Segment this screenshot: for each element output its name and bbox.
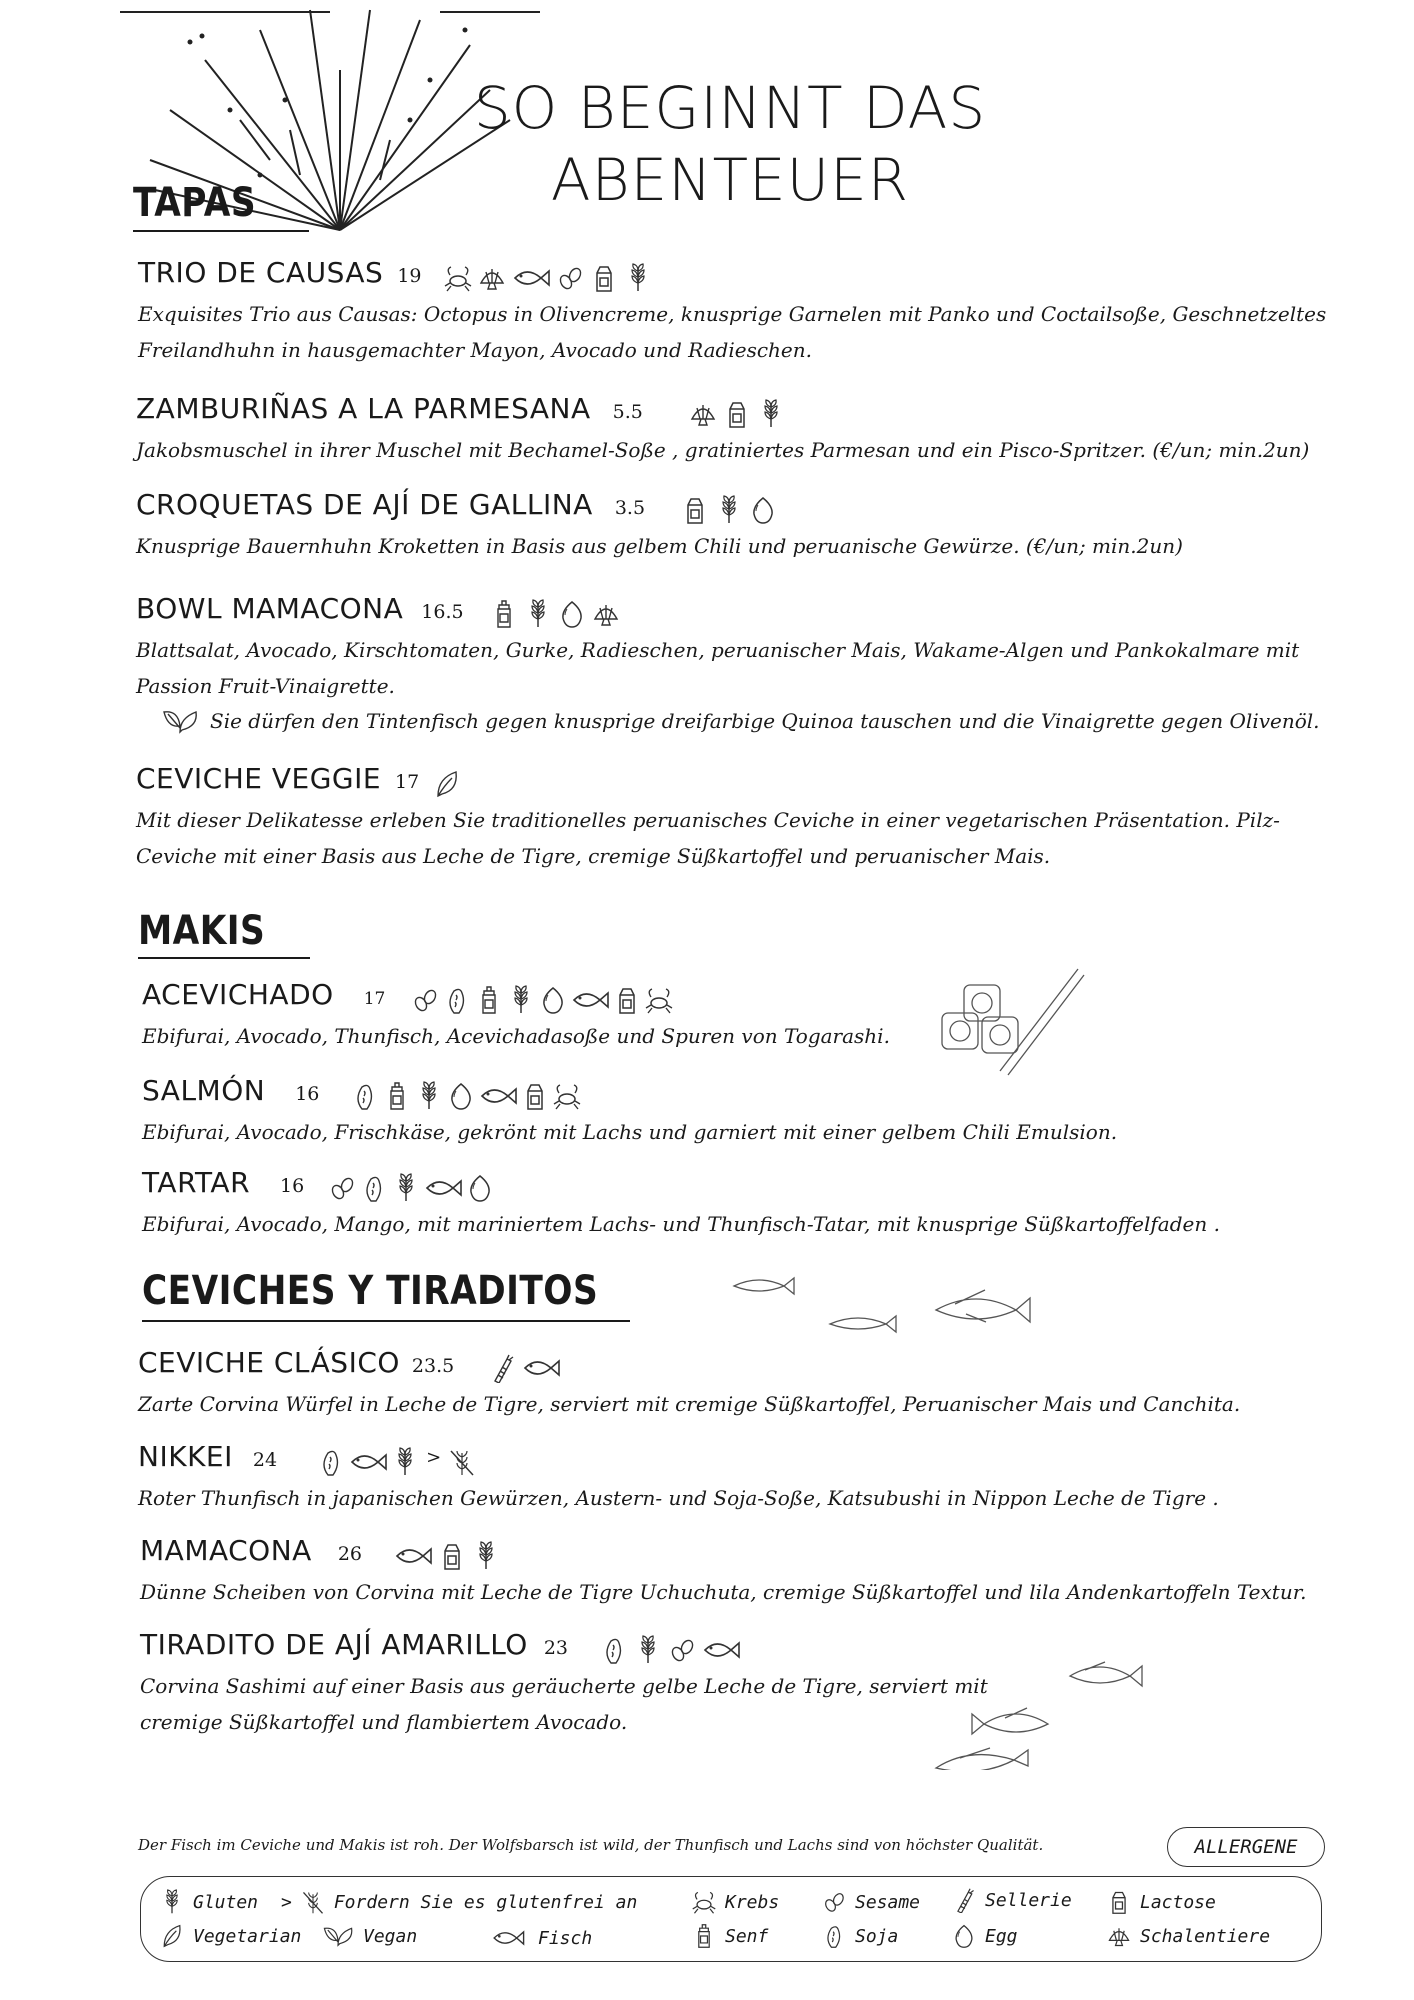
item-name: TRIO DE CAUSAS xyxy=(138,256,384,289)
crab-icon xyxy=(691,1889,717,1915)
legend-label: Egg xyxy=(985,1925,1018,1947)
fish-school-illustration xyxy=(930,1650,1270,1770)
section-title-tapas: TAPAS xyxy=(133,180,257,226)
section-rule xyxy=(133,230,309,232)
wheat-icon xyxy=(623,263,653,293)
item-description: Jakobsmuschel in ihrer Muschel mit Bechamel-Soße , gratiniertes Parmesan und ein Pisco-Spritzer. (€/un; min.2un) xyxy=(136,438,1310,462)
milk-icon xyxy=(1106,1889,1132,1915)
legend-label: Krebs xyxy=(725,1891,780,1913)
item-price: 19 xyxy=(397,265,422,287)
legend-label: Gluten xyxy=(193,1891,259,1913)
item-name: ZAMBURIÑAS A LA PARMESANA xyxy=(136,392,591,425)
wheat-icon xyxy=(390,1447,420,1477)
wheat-icon xyxy=(633,1635,663,1665)
item-description: Zarte Corvina Würfel in Leche de Tigre, serviert mit cremige Süßkartoffel, Peruanischer Mais und Canchita. xyxy=(138,1392,1241,1416)
vegan-icon xyxy=(160,706,200,736)
soy-icon xyxy=(821,1923,847,1949)
egg-icon xyxy=(465,1173,495,1203)
allergen-icons xyxy=(432,769,462,799)
sesame-icon xyxy=(667,1635,697,1665)
fish-icon xyxy=(348,1447,388,1477)
menu-item-salmon xyxy=(142,1074,582,1111)
item-price: 16 xyxy=(280,1175,305,1197)
item-description: Knusprige Bauernhuhn Kroketten in Basis aus gelbem Chili und peruanische Gewürze. (€/un; min.2un) xyxy=(136,534,1183,558)
menu-item-trio xyxy=(138,256,653,293)
milk-icon xyxy=(437,1541,467,1571)
legend-gluten-free xyxy=(281,1889,637,1915)
item-name: TARTAR xyxy=(142,1166,251,1199)
soy-icon xyxy=(316,1447,346,1477)
menu-item-bowl xyxy=(136,592,621,629)
menu-item-croquetas xyxy=(136,488,778,525)
legend-label: Soja xyxy=(855,1925,899,1947)
crab-icon xyxy=(443,263,473,293)
leaf-icon xyxy=(159,1923,185,1949)
legend-vegetarian xyxy=(159,1923,301,1949)
fish-icon xyxy=(521,1353,561,1383)
egg-icon xyxy=(951,1923,977,1949)
sesame-icon xyxy=(821,1889,847,1915)
shell-icon xyxy=(591,599,621,629)
item-description: Exquisites Trio aus Causas: Octopus in Olivencreme, knusprige Garnelen mit Panko und Coctailsoße, Geschnetzeltes Freilandhuhn in hausgemachter Mayon, Avocado und Radieschen. xyxy=(138,302,1327,362)
legend-egg xyxy=(951,1923,1018,1949)
vegan-icon xyxy=(321,1923,355,1949)
crab-icon xyxy=(644,985,674,1015)
legend-label: Vegan xyxy=(363,1925,418,1947)
egg-icon xyxy=(748,495,778,525)
footer-note: Der Fisch im Ceviche und Makis ist roh. Der Wolfsbarsch ist wild, der Thunfisch und Lachs sind von höchster Qualität. xyxy=(138,1836,1044,1854)
legend-sesame xyxy=(821,1889,920,1915)
gluten-free-icon xyxy=(300,1889,326,1915)
item-name: MAMACONA xyxy=(140,1534,312,1567)
item-name: ACEVICHADO xyxy=(142,978,334,1011)
item-price: 16 xyxy=(295,1083,320,1105)
wheat-icon xyxy=(159,1889,185,1915)
fish-icon xyxy=(511,263,551,293)
allergen-icons xyxy=(327,1173,495,1203)
allergen-icons xyxy=(443,263,653,293)
fish-icon xyxy=(423,1173,463,1203)
allergen-icons xyxy=(393,1541,501,1571)
fish-icon xyxy=(701,1635,741,1665)
item-name: SALMÓN xyxy=(142,1074,266,1107)
item-description: Corvina Sashimi auf einer Basis aus geräucherte gelbe Leche de Tigre, serviert mit cremige Süßkartoffel und flambiertem Avocado. xyxy=(140,1674,988,1734)
item-price: 3.5 xyxy=(614,497,646,519)
mustard-icon xyxy=(489,599,519,629)
item-price: 26 xyxy=(337,1543,363,1565)
item-price: 17 xyxy=(395,771,420,793)
section-rule xyxy=(138,957,310,959)
legend-label: Schalentiere xyxy=(1140,1925,1271,1947)
wheat-icon xyxy=(391,1173,421,1203)
item-price: 23 xyxy=(543,1637,569,1659)
legend-label: Lactose xyxy=(1140,1891,1216,1913)
section-title-makis: MAKIS xyxy=(138,908,266,954)
item-description: Ebifurai, Avocado, Mango, mit mariniertem Lachs- und Thunfisch-Tatar, mit knusprige Süßkartoffelfaden . xyxy=(142,1212,1220,1236)
fish-icon xyxy=(486,1925,530,1951)
note-text: Sie dürfen den Tintenfisch gegen knusprige dreifarbige Quinoa tauschen und die Vinaigrette gegen Olivenöl. xyxy=(210,709,1320,733)
legend-sellerie xyxy=(951,1887,1072,1913)
shell-icon xyxy=(688,399,718,429)
mustard-icon xyxy=(382,1081,412,1111)
allergene-button[interactable]: ALLERGENE xyxy=(1167,1827,1325,1867)
menu-item-tiradito xyxy=(140,1628,741,1665)
wheat-icon xyxy=(471,1541,501,1571)
item-description: Dünne Scheiben von Corvina mit Leche de Tigre Uchuchuta, cremige Süßkartoffel und lila Andenkartoffeln Textur. xyxy=(140,1580,1307,1604)
soy-icon xyxy=(350,1081,380,1111)
legend-label: Sellerie xyxy=(985,1889,1072,1911)
menu-item-clasico xyxy=(138,1346,561,1383)
soy-icon xyxy=(359,1173,389,1203)
menu-item-tartar xyxy=(142,1166,495,1203)
sesame-icon xyxy=(410,985,440,1015)
legend-vegan xyxy=(321,1923,417,1949)
legend-label: Senf xyxy=(725,1925,769,1947)
legend-senf xyxy=(691,1923,768,1949)
allergen-icons xyxy=(410,985,674,1015)
egg-icon xyxy=(538,985,568,1015)
item-price: 16.5 xyxy=(421,601,464,623)
item-description: Blattsalat, Avocado, Kirschtomaten, Gurke, Radieschen, peruanischer Mais, Wakame-Algen und Pankokalmare mit Passion Fruit-Vinaigrette. xyxy=(136,638,1300,698)
celery-icon xyxy=(951,1887,977,1913)
egg-icon xyxy=(446,1081,476,1111)
legend-fisch xyxy=(486,1925,592,1951)
item-description: Mit dieser Delikatesse erleben Sie traditionelles peruanisches Ceviche in einer vegetarischen Präsentation. Pilz-Ceviche mit einer Basis aus Leche de Tigre, cremige Süßkartoffel und peruanischer Mais. xyxy=(136,808,1280,868)
menu-item-zamburinas xyxy=(136,392,786,429)
soy-icon xyxy=(442,985,472,1015)
allergen-icons xyxy=(487,1353,561,1383)
wheat-icon xyxy=(714,495,744,525)
mustard-icon xyxy=(691,1923,717,1949)
soy-icon xyxy=(599,1635,629,1665)
page-title xyxy=(470,72,990,216)
shell-icon xyxy=(1106,1923,1132,1949)
legend-label: Fisch xyxy=(538,1927,593,1949)
shell-icon xyxy=(477,263,507,293)
item-name: CROQUETAS DE AJÍ DE GALLINA xyxy=(136,488,593,521)
sesame-icon xyxy=(327,1173,357,1203)
item-name: BOWL MAMACONA xyxy=(136,592,404,625)
arrow-symbol: > xyxy=(281,1891,292,1913)
item-price: 17 xyxy=(363,989,386,1009)
milk-icon xyxy=(722,399,752,429)
sesame-icon xyxy=(555,263,585,293)
fish-icon xyxy=(478,1081,518,1111)
section-title-ceviches: CEVICHES Y TIRADITOS xyxy=(142,1268,599,1314)
crab-icon xyxy=(552,1081,582,1111)
wheat-icon xyxy=(506,985,536,1015)
item-name: TIRADITO DE AJÍ AMARILLO xyxy=(140,1628,528,1661)
item-price: 23.5 xyxy=(411,1355,455,1377)
title-line-2: ABENTEUER xyxy=(550,146,910,214)
allergen-icons xyxy=(599,1635,741,1665)
wheat-icon xyxy=(523,599,553,629)
item-description: Roter Thunfisch in japanischen Gewürzen, Austern- und Soja-Soße, Katsubushi in Nippon Leche de Tigre . xyxy=(138,1486,1219,1510)
allergen-icons xyxy=(316,1447,477,1477)
legend-soja xyxy=(821,1923,898,1949)
menu-item-veggie xyxy=(136,762,462,799)
section-rule xyxy=(142,1320,630,1322)
fish-icon xyxy=(570,985,610,1015)
egg-icon xyxy=(557,599,587,629)
legend-label: Fordern Sie es glutenfrei an xyxy=(333,1891,638,1913)
mustard-icon xyxy=(474,985,504,1015)
fish-illustration xyxy=(730,1270,1050,1350)
leaf-icon xyxy=(432,769,462,799)
item-name: CEVICHE CLÁSICO xyxy=(138,1346,400,1379)
bowl-vegan-note xyxy=(160,706,1320,736)
milk-icon xyxy=(589,263,619,293)
title-line-1: SO BEGINNT DAS xyxy=(473,74,987,142)
menu-item-acevichado xyxy=(142,978,674,1015)
wheat-icon xyxy=(756,399,786,429)
gluten-free-icon xyxy=(447,1447,477,1477)
allergen-icons xyxy=(680,495,778,525)
item-description: Ebifurai, Avocado, Thunfisch, Acevichadasoße und Spuren von Togarashi. xyxy=(142,1024,890,1048)
menu-item-nikkei xyxy=(138,1440,477,1477)
item-price: 5.5 xyxy=(612,401,643,423)
allergen-icons xyxy=(350,1081,582,1111)
item-name: CEVICHE VEGGIE xyxy=(136,762,382,795)
legend-schalentiere xyxy=(1106,1923,1270,1949)
sushi-rolls-illustration xyxy=(930,965,1090,1105)
arrow-symbol: > xyxy=(426,1446,442,1468)
item-name: NIKKEI xyxy=(138,1440,233,1473)
item-price: 24 xyxy=(252,1449,278,1471)
allergen-legend xyxy=(140,1876,1322,1962)
menu-item-mamacona xyxy=(140,1534,501,1571)
milk-icon xyxy=(612,985,642,1015)
legend-krebs xyxy=(691,1889,779,1915)
fish-icon xyxy=(393,1541,433,1571)
legend-label: Vegetarian xyxy=(193,1925,302,1947)
wheat-icon xyxy=(414,1081,444,1111)
item-description: Ebifurai, Avocado, Frischkäse, gekrönt mit Lachs und garniert mit einer gelbem Chili Emulsion. xyxy=(142,1120,1118,1144)
legend-lactose xyxy=(1106,1889,1216,1915)
milk-icon xyxy=(680,495,710,525)
celery-icon xyxy=(487,1353,517,1383)
legend-label: Sesame xyxy=(855,1891,921,1913)
legend-gluten xyxy=(159,1889,258,1915)
allergen-icons xyxy=(489,599,621,629)
allergen-icons xyxy=(688,399,786,429)
milk-icon xyxy=(520,1081,550,1111)
